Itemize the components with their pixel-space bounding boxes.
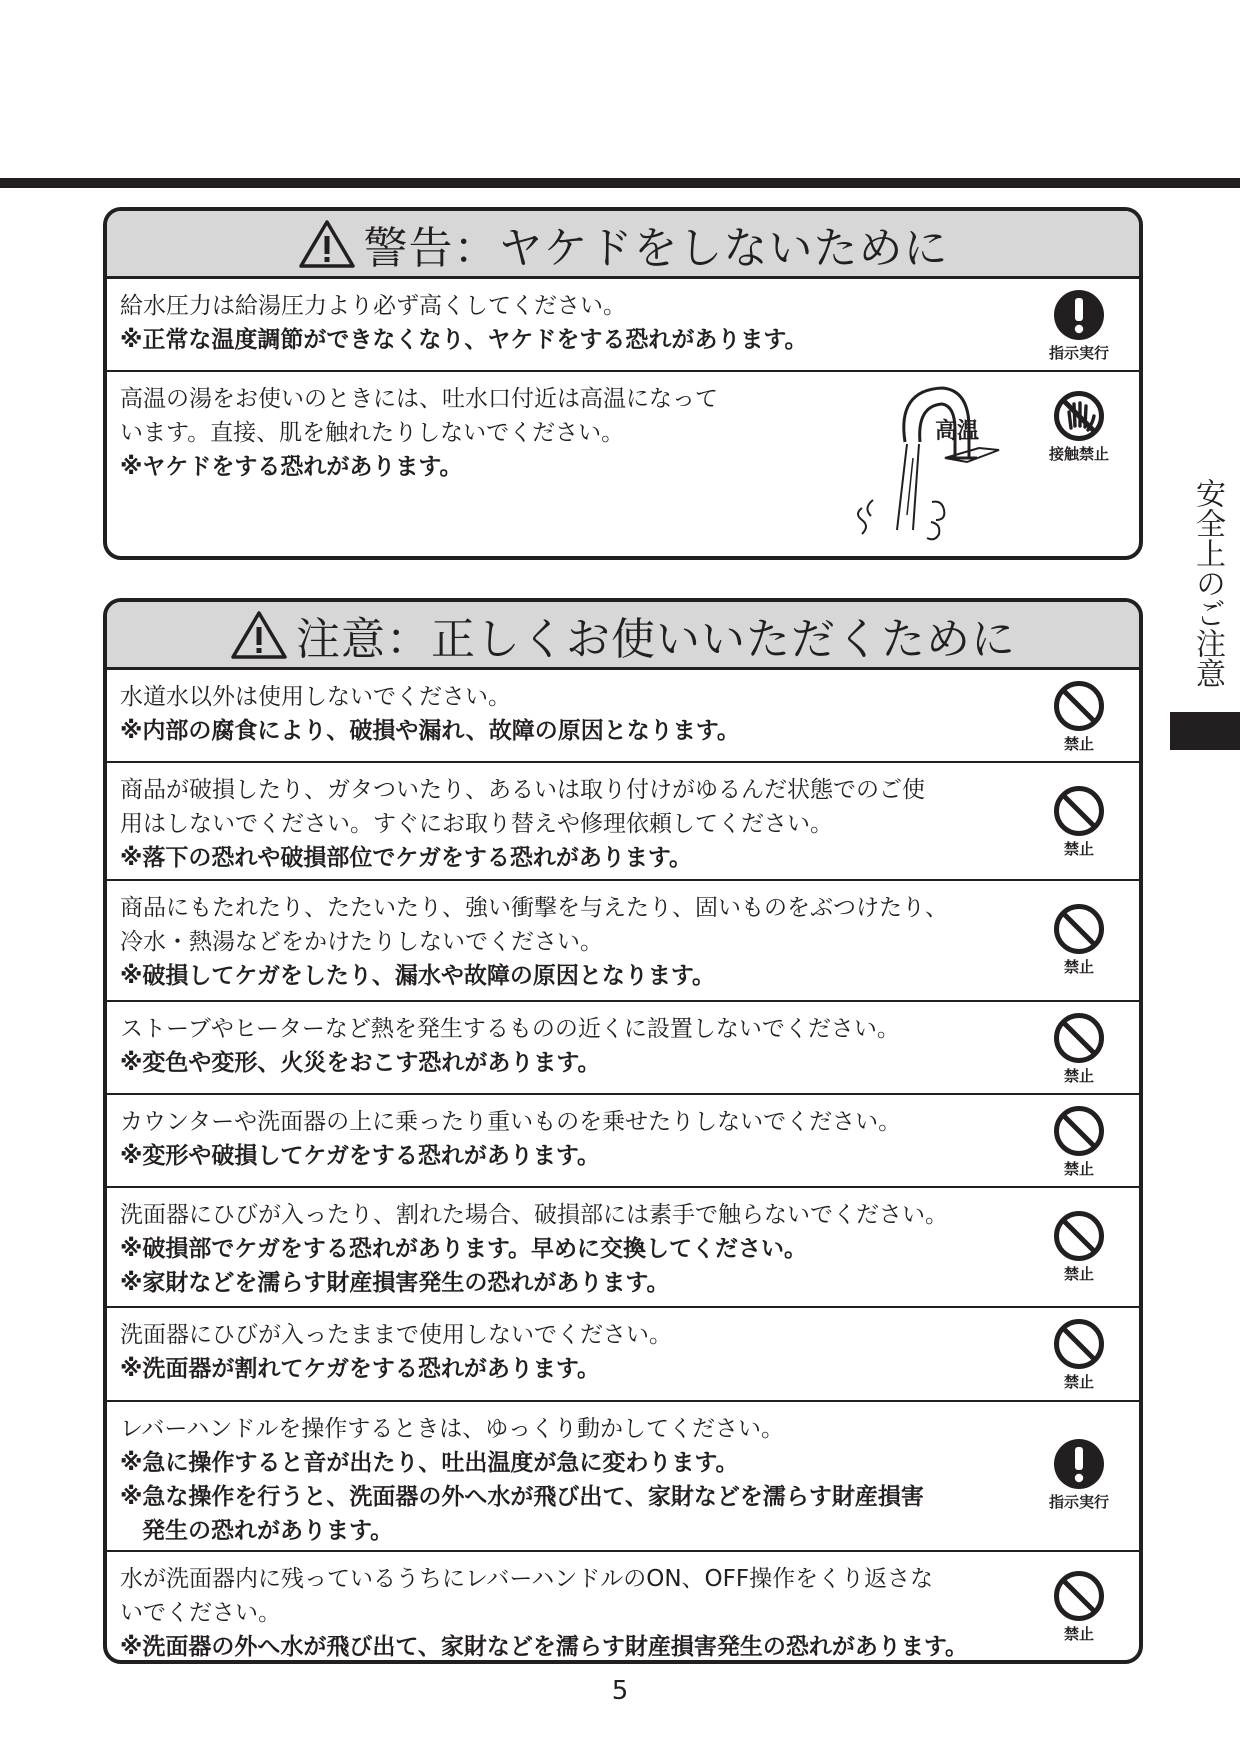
prohibited-icon [1053, 1105, 1105, 1157]
prohibited-symbol [1039, 903, 1119, 977]
prohibited-icon [1053, 1012, 1105, 1064]
prohibited-icon [1053, 903, 1105, 955]
row-text: います。直接、肌を触れたりしないでください。 [120, 420, 625, 446]
caution-row [107, 670, 1139, 763]
row-text: カウンターや洗面器の上に乗ったり重いものを乗せたりしないでください。 [120, 1109, 902, 1135]
symbol-label: 禁止 [1063, 840, 1094, 858]
row-text: 商品にもたれたり、たたいたり、強い衝撃を与えたり、固いものをぶつけたり、 [120, 895, 948, 921]
row-note: ※内部の腐食により、破損や漏れ、故障の原因となります。 [120, 718, 740, 744]
row-note: ※ヤケドをする恐れがあります。 [120, 454, 463, 480]
caution-row [107, 763, 1139, 881]
prohibited-symbol [1039, 1105, 1119, 1179]
row-note: ※洗面器が割れてケガをする恐れがあります。 [120, 1356, 601, 1382]
caution-row [107, 1552, 1139, 1664]
top-rule [0, 178, 1240, 188]
warning-header [107, 211, 1139, 279]
row-text: 用はしないでください。すぐにお取り替えや修理依頼してください。 [120, 811, 833, 837]
row-note: 発生の恐れがあります。 [142, 1518, 394, 1544]
row-text: 高温の湯をお使いのときには、吐水口付近は高温になって [120, 386, 718, 412]
symbol-label: 禁止 [1063, 1067, 1094, 1085]
prohibited-symbol [1039, 785, 1119, 859]
row-text: 水が洗面器内に残っているうちにレバーハンドルのON、OFF操作をくり返さな [120, 1566, 934, 1592]
warning-title: 警告：ヤケドをしないために [363, 222, 949, 274]
page-number: 5 [611, 1676, 629, 1706]
symbol-label: 指示実行 [1048, 1493, 1109, 1511]
row-text: 給水圧力は給湯圧力より必ず高くしてください。 [120, 293, 626, 319]
row-note: ※破損部でケガをする恐れがあります。早めに交換してください。 [120, 1236, 808, 1262]
row-text: レバーハンドルを操作するときは、ゆっくり動かしてください。 [120, 1416, 785, 1442]
caution-row [107, 1308, 1139, 1402]
row-text: 冷水・熱湯などをかけたりしないでください。 [120, 929, 603, 955]
caution-title: 注意：正しくお使いいただくために [296, 613, 1016, 665]
prohibited-symbol [1039, 1570, 1119, 1644]
caution-triangle-icon [230, 610, 288, 660]
row-note: ※急に操作すると音が出たり、吐出温度が急に変わります。 [120, 1450, 739, 1476]
row-text: いでください。 [120, 1600, 281, 1626]
row-note: ※変形や破損してケガをする恐れがあります。 [120, 1143, 601, 1169]
symbol-label: 禁止 [1063, 1625, 1094, 1643]
caution-row [107, 1095, 1139, 1188]
caution-row [107, 1402, 1139, 1552]
warning-row [107, 372, 1139, 560]
mandatory-action-icon [1053, 289, 1105, 341]
prohibited-icon [1053, 1318, 1105, 1370]
symbol-label: 指示実行 [1048, 344, 1109, 362]
prohibited-icon [1053, 1570, 1105, 1622]
caution-row [107, 1002, 1139, 1095]
row-note: ※落下の恐れや破損部位でケガをする恐れがあります。 [120, 845, 693, 871]
section-side-tab: 安全上のご注意 [1190, 478, 1225, 688]
hot-label: 高温 [935, 419, 980, 444]
row-note: ※破損してケガをしたり、漏水や故障の原因となります。 [120, 963, 716, 989]
prohibited-symbol [1039, 680, 1119, 754]
row-text: 水道水以外は使用しないでください。 [120, 684, 511, 710]
no-touch-symbol [1039, 390, 1119, 464]
row-text: 洗面器にひびが入ったり、割れた場合、破損部には素手で触らないでください。 [120, 1202, 948, 1228]
row-text: 商品が破損したり、ガタついたり、あるいは取り付けがゆるんだ状態でのご使 [120, 777, 925, 803]
row-note: ※洗面器の外へ水が飛び出て、家財などを濡らす財産損害発生の恐れがあります。 [120, 1634, 969, 1660]
mandatory-action-symbol [1039, 289, 1119, 363]
row-note: ※家財などを濡らす財産損害発生の恐れがあります。 [120, 1270, 670, 1296]
prohibited-symbol [1039, 1318, 1119, 1392]
symbol-label: 接触禁止 [1048, 445, 1109, 463]
symbol-label: 禁止 [1063, 1160, 1094, 1178]
symbol-label: 禁止 [1063, 958, 1094, 976]
caution-row [107, 881, 1139, 1002]
prohibited-symbol [1039, 1210, 1119, 1284]
symbol-label: 禁止 [1063, 1373, 1094, 1391]
mandatory-action-icon [1053, 1438, 1105, 1490]
row-note: ※変色や変形、火災をおこす恐れがあります。 [120, 1050, 601, 1076]
prohibited-icon [1053, 1210, 1105, 1262]
prohibited-symbol [1039, 1012, 1119, 1086]
caution-header [107, 602, 1139, 670]
mandatory-action-symbol [1039, 1438, 1119, 1512]
caution-box [103, 598, 1143, 1664]
prohibited-icon [1053, 680, 1105, 732]
row-note: ※正常な温度調節ができなくなり、ヤケドをする恐れがあります。 [120, 327, 808, 353]
no-touch-icon [1053, 390, 1105, 442]
hot-faucet-illustration [827, 380, 1027, 550]
warning-triangle-icon [298, 219, 356, 269]
warning-box [103, 207, 1143, 560]
section-tab-marker [1170, 712, 1240, 750]
symbol-label: 禁止 [1063, 1265, 1094, 1283]
warning-row [107, 279, 1139, 372]
prohibited-icon [1053, 785, 1105, 837]
hot-faucet-icon [827, 380, 1027, 550]
row-text: ストーブやヒーターなど熱を発生するものの近くに設置しないでください。 [120, 1016, 900, 1042]
row-note: ※急な操作を行うと、洗面器の外へ水が飛び出て、家財などを濡らす財産損害 [120, 1484, 924, 1510]
caution-row [107, 1188, 1139, 1308]
symbol-label: 禁止 [1063, 735, 1094, 753]
row-text: 洗面器にひびが入ったままで使用しないでください。 [120, 1322, 672, 1348]
